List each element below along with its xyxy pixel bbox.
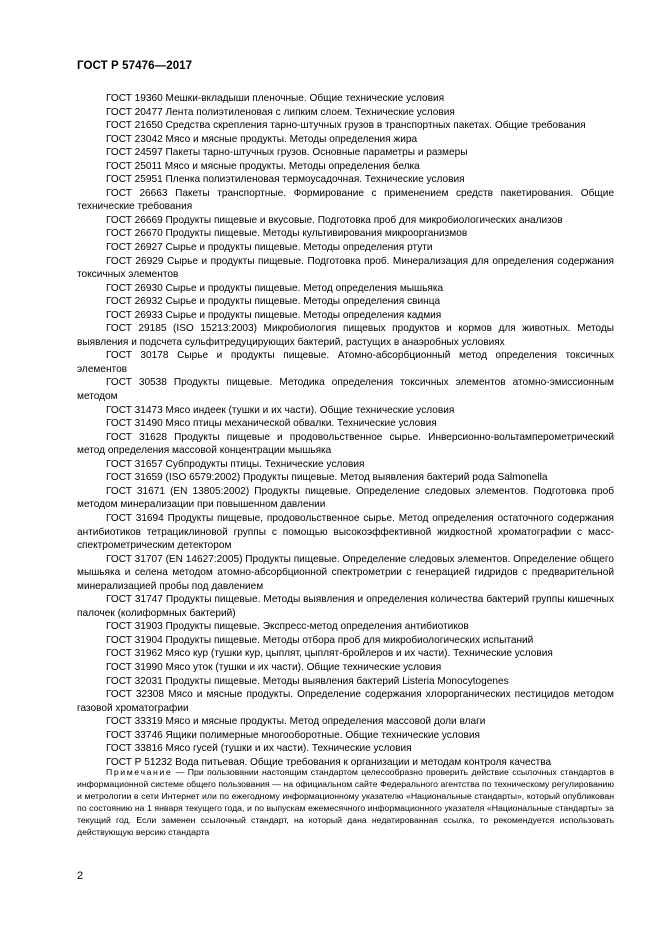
reference-entry: ГОСТ 32031 Продукты пищевые. Методы выявления бактерий Listeria Monocytogenes xyxy=(106,675,509,687)
reference-entry: ГОСТ 19360 Мешки-вкладыши пленочные. Общие технические условия xyxy=(106,93,445,104)
note-text: — При пользовании настоящим стандартом целесообразно проверить действие ссылочных стандартов в информационной системе общего пользования — на официальном сайте Федерального агентства по техническому регулированию и метрологии в сети Интернет или по ежегодному информационному указателю «Национальные стандарты», который опубликован по состоянию на 1 января текущего года, и по выпускам ежемесячного информационного указателя «Национальные стандарты» за текущий год. Если заменен ссылочный стандарт, на который дана недатированная ссылка, то рекомендуется использовать действующую версию стандарта xyxy=(77,767,614,837)
reference-entry: ГОСТ 25951 Пленка полиэтиленовая термоусадочная. Технические условия xyxy=(106,174,465,186)
reference-entry: ГОСТ 31657 Субпродукты птицы. Технические условия xyxy=(106,458,365,470)
reference-entry: ГОСТ 31903 Продукты пищевые. Экспресс-метод определения антибиотиков xyxy=(106,621,469,633)
reference-entry: ГОСТ 26927 Сырье и продукты пищевые. Методы определения ртути xyxy=(106,242,433,254)
reference-entry: ГОСТ 31628 Продукты пищевые и продовольственное сырье. Инверсионно-вольтамперометрический метод определения массовой концентрации мышьяка xyxy=(77,431,614,457)
reference-entry: ГОСТ 31962 Мясо кур (тушки кур, цыплят, цыплят-бройлеров и их части). Технические условия xyxy=(106,648,553,660)
reference-entry: ГОСТ 31490 Мясо птицы механической обвалки. Технические условия xyxy=(106,418,437,430)
reference-entry: ГОСТ 25011 Мясо и мясные продукты. Методы определения белка xyxy=(106,160,420,172)
reference-entry: ГОСТ 33816 Мясо гусей (тушки и их части). Технические условия xyxy=(106,743,412,755)
reference-entry: ГОСТ 26933 Сырье и продукты пищевые. Методы определения кадмия xyxy=(106,309,442,321)
reference-entry: ГОСТ 26669 Продукты пищевые и вкусовые. Подготовка проб для микробиологических анализов xyxy=(106,214,563,226)
reference-entry: ГОСТ 31707 (EN 14627:2005) Продукты пищевые. Определение следовых элементов. Определение общего мышьяка и селена методом атомно-абсорбционной спектрометрии с генерацией гидридов с предварительной минерализацией пробы под давлением xyxy=(77,553,614,592)
document-header: ГОСТ Р 57476—2017 xyxy=(77,60,193,72)
reference-entry: ГОСТ 31473 Мясо индеек (тушки и их части). Общие технические условия xyxy=(106,404,455,416)
reference-entry: ГОСТ 29185 (ISO 15213:2003) Микробиология пищевых продуктов и кормов для животных. Методы выявления и подсчета сульфитредуцирующих бактерий, растущих в анаэробных условиях xyxy=(77,323,614,348)
reference-entry: ГОСТ 26670 Продукты пищевые. Методы культивирования микроорганизмов xyxy=(106,228,468,240)
reference-entry: ГОСТ 20477 Лента полиэтиленовая с липким слоем. Технические условия xyxy=(106,106,455,118)
reference-entry: ГОСТ 23042 Мясо и мясные продукты. Методы определения жира xyxy=(106,133,418,145)
reference-entry: ГОСТ 26932 Сырье и продукты пищевые. Методы определения свинца xyxy=(106,296,441,308)
reference-entry: ГОСТ 24597 Пакеты тарно-штучных грузов. Основные параметры и размеры xyxy=(106,147,468,159)
reference-entry: ГОСТ 31990 Мясо уток (тушки и их части). Общие технические условия xyxy=(106,661,442,673)
reference-entry: ГОСТ 31694 Продукты пищевые, продовольственное сырье. Метод определения остаточного содержания антибиотиков тетрациклиновой группы с помощью высокоэффективной жидкостной хроматографии с масс-спектрометрическим детектором xyxy=(77,512,614,552)
page-number: 2 xyxy=(77,870,84,882)
reference-entry: ГОСТ 31904 Продукты пищевые. Методы отбора проб для микробиологических испытаний xyxy=(106,634,534,646)
reference-entry: ГОСТ 26930 Сырье и продукты пищевые. Метод определения мышьяка xyxy=(106,282,444,294)
reference-entry: ГОСТ 30178 Сырье и продукты пищевые. Атомно-абсорбционный метод определения токсичных элементов xyxy=(77,350,614,375)
reference-entry: ГОСТ 21650 Средства скрепления тарно-штучных грузов в транспортных пакетах. Общие требования xyxy=(106,120,586,132)
note-paragraph xyxy=(77,767,614,838)
reference-entry: ГОСТ 33319 Мясо и мясные продукты. Метод определения массовой доли влаги xyxy=(106,716,486,728)
reference-entry: ГОСТ 30538 Продукты пищевые. Методика определения токсичных элементов атомно-эмиссионным методом xyxy=(77,377,614,403)
note-label: Примечание xyxy=(106,767,173,777)
reference-entry: ГОСТ 31659 (ISO 6579:2002) Продукты пищевые. Метод выявления бактерий рода Salmonella xyxy=(106,472,548,484)
reference-entry: ГОСТ 31747 Продукты пищевые. Методы выявления и определения количества бактерий группы кишечных палочек (колиформных бактерий) xyxy=(77,594,614,619)
note-block xyxy=(77,767,614,838)
reference-entry: ГОСТ Р 51232 Вода питьевая. Общие требования к организации и методам контроля качества xyxy=(106,756,552,768)
normative-references-list xyxy=(77,92,614,769)
reference-entry: ГОСТ 26929 Сырье и продукты пищевые. Подготовка проб. Минерализация для определения содержания токсичных элементов xyxy=(77,255,614,281)
reference-entry: ГОСТ 26663 Пакеты транспортные. Формирование с применением средств пакетирования. Общие технические требования xyxy=(77,187,614,213)
reference-entry: ГОСТ 33746 Ящики полимерные многооборотные. Общие технические условия xyxy=(106,729,480,741)
reference-entry: ГОСТ 32308 Мясо и мясные продукты. Определение содержания хлорорганических пестицидов методом газовой хроматографии xyxy=(77,689,614,714)
reference-entry: ГОСТ 31671 (EN 13805:2002) Продукты пищевые. Определение следовых элементов. Подготовка проб методом минерализации при повышенном давлении xyxy=(77,485,614,511)
